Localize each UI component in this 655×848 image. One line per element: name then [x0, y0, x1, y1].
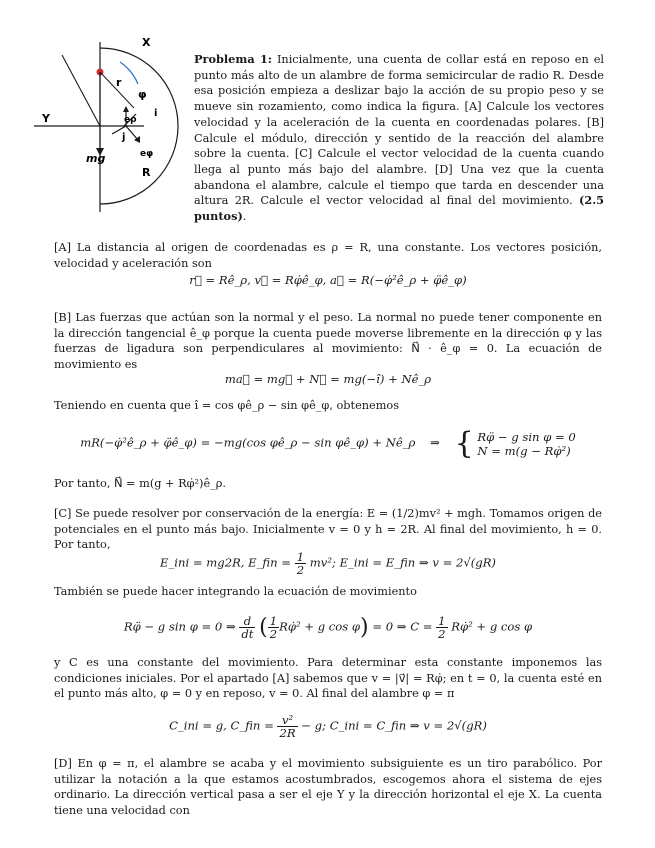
c-eq-frac-den: 2: [296, 563, 305, 577]
b-system-lines: [477, 430, 575, 458]
c-eq2-half2-num: 1: [438, 614, 446, 628]
i-arrowhead: [123, 106, 129, 112]
label-phi: φ: [138, 88, 147, 101]
e-phi-arrow: [126, 126, 138, 140]
c-eq2-d-den: dt: [241, 627, 254, 641]
phi-arc: [120, 62, 138, 84]
b-eq2-lhs: mR(−φ̇²ê_ρ + φ̈ê_φ) = −mg(cos φê_ρ − sin φê_φ) + Nê_ρ: [80, 435, 416, 450]
section-a-text: [A] La distancia al origen de coordenadas es ρ = R, una constante. Los vectores posición, velocidad y aceleración son: [54, 241, 602, 270]
c-eq2-a: Rφ̈ − g sin φ = 0 ⇒: [123, 619, 236, 634]
label-y: Y: [42, 112, 50, 125]
label-R: R: [142, 166, 151, 179]
section-c-text2: También se puede hacer integrando la ecuación de movimiento: [54, 585, 417, 598]
section-a-equation: r⃗ = Rê_ρ, v⃗ = Rφ̇ê_φ, a⃗ = R(−φ̇²ê_ρ + φ̈ê_φ): [189, 273, 467, 287]
section-b-text: [B] Las fuerzas que actúan son la normal y el peso. La normal no puede tener componente en la dirección tangencial ê_φ porque la cuenta puede moverse libremente en la dirección φ y las fuerzas de ligadura son perpendiculares al movimiento: N⃗ · ê_φ = 0. La ecuación de movimiento es: [54, 311, 602, 372]
problem-points: (2.5 puntos): [194, 193, 604, 224]
c-eq2-half-den: 2: [269, 627, 278, 641]
label-e-rho: eρ: [124, 115, 137, 125]
c-eq3-b: − g; C_ini = C_fin ⇒ v = 2√(gR): [301, 718, 487, 733]
c-eq2-b: Rφ̇² + g cos φ: [279, 619, 361, 634]
c-eq2-c: = 0 ⇒ C =: [372, 619, 433, 634]
section-b-equation: ma⃗ = mg⃗ + N⃗ = mg(−î) + Nê_ρ: [224, 372, 432, 386]
section-c-text3: y C es una constante del movimiento. Para determinar esta constante imponemos las condiciones iniciales. Por el apartado [A] sabemos que v = |v⃗| = Rφ̇; en t = 0, la cuenta esté en el punto más alto, φ = 0 y en reposo, v = 0. Al final del alambre φ = π: [54, 656, 602, 701]
c-eq-frac: [295, 551, 306, 576]
label-r: r: [116, 76, 122, 89]
c-eq2-half2: [436, 615, 447, 640]
c-eq2-half2-den: 2: [438, 627, 446, 641]
c-eq2-e: Rφ̇² + g cos φ: [451, 619, 533, 634]
c-eq3-frac-den: 2R: [279, 726, 296, 740]
c-eq2-close: ): [360, 615, 369, 640]
c-eq-frac-num: 1: [296, 550, 305, 564]
section-c-equation3: [54, 714, 602, 739]
section-c-equation2: [54, 615, 602, 640]
section-d-text: [D] En φ = π, el alambre se acaba y el movimiento subsiguiente es un tiro parabólico. Por utilizar la notación a la que estamos acostumbrados, escogemos ahora el sistema de ejes ordinario. La dirección vertical pasa a ser el eje Y y la dirección horizontal el eje X. La cuenta tiene una velocidad con: [54, 757, 602, 818]
c-eq-b: mv²; E_ini = E_fin ⇒ v = 2√(gR): [309, 555, 496, 570]
c-eq2-half: [268, 615, 279, 640]
c-eq2-half-num: 1: [269, 614, 278, 628]
c-eq3-a: C_ini = g, C_fin =: [169, 718, 274, 733]
r-line: [62, 55, 100, 126]
section-b-system: [54, 426, 602, 461]
label-j: j: [122, 132, 126, 143]
c-eq2-open: (: [259, 615, 268, 640]
c-eq3-frac: [277, 714, 297, 739]
c-eq3-frac-num: v²: [277, 714, 297, 727]
section-b-result: Por tanto, N⃗ = m(g + Rφ̇²)ê_ρ.: [54, 477, 227, 490]
problem-title: Problema 1:: [194, 52, 272, 66]
label-mg: mg: [86, 152, 106, 165]
label-x: X: [142, 36, 151, 49]
label-e-phi: eφ: [140, 149, 154, 159]
c-eq2-d-num: d: [239, 615, 255, 628]
b-sys-2: N = m(g − Rφ̇²): [477, 443, 571, 458]
problem-statement: [194, 52, 604, 225]
c-eq2-d: [239, 615, 255, 640]
section-c-text: [C] Se puede resolver por conservación de la energía: E = (1/2)mv² + mgh. Tomamos origen de potenciales en el punto más bajo. Inicialmente v = 0 y h = 2R. Al final del movimiento, h = 0. Por tanto,: [54, 507, 602, 552]
b-eq2-arrow: ⇒: [430, 435, 440, 450]
label-i: i: [154, 108, 158, 119]
semicircle-figure: [34, 36, 184, 236]
problem-end: .: [242, 210, 247, 224]
section-b-text2: Teniendo en cuenta que î = cos φê_ρ − sin φê_φ, obtenemos: [54, 399, 400, 412]
problem-text: Inicialmente, una cuenta de collar está en reposo en el punto más alto de un alambre de forma semicircular de radio R. Desde esa posición empieza a deslizar bajo la acción de su propio peso y se mueve sin rozamiento, como indica la figura. [A] Calcule los vectores velocidad y la aceleración de la cuenta en coordenadas polares. [B] Calcule el módulo, dirección y sentido de la reacción del alambre sobre la cuenta. [C] Calcule el vector velocidad de la cuenta cuando llega al punto más bajo del alambre. [D] Una vez que la cuenta abandona el alambre, calcule el tiempo que tarda en descender una altura 2R. Calcule el vector velocidad al final del movimiento.: [194, 53, 604, 208]
b-brace: {: [454, 426, 474, 461]
b-sys-1: Rφ̈ − g sin φ = 0: [477, 429, 576, 444]
c-eq-a: E_ini = mg2R, E_fin =: [160, 555, 292, 570]
section-c-equation: [54, 551, 602, 576]
